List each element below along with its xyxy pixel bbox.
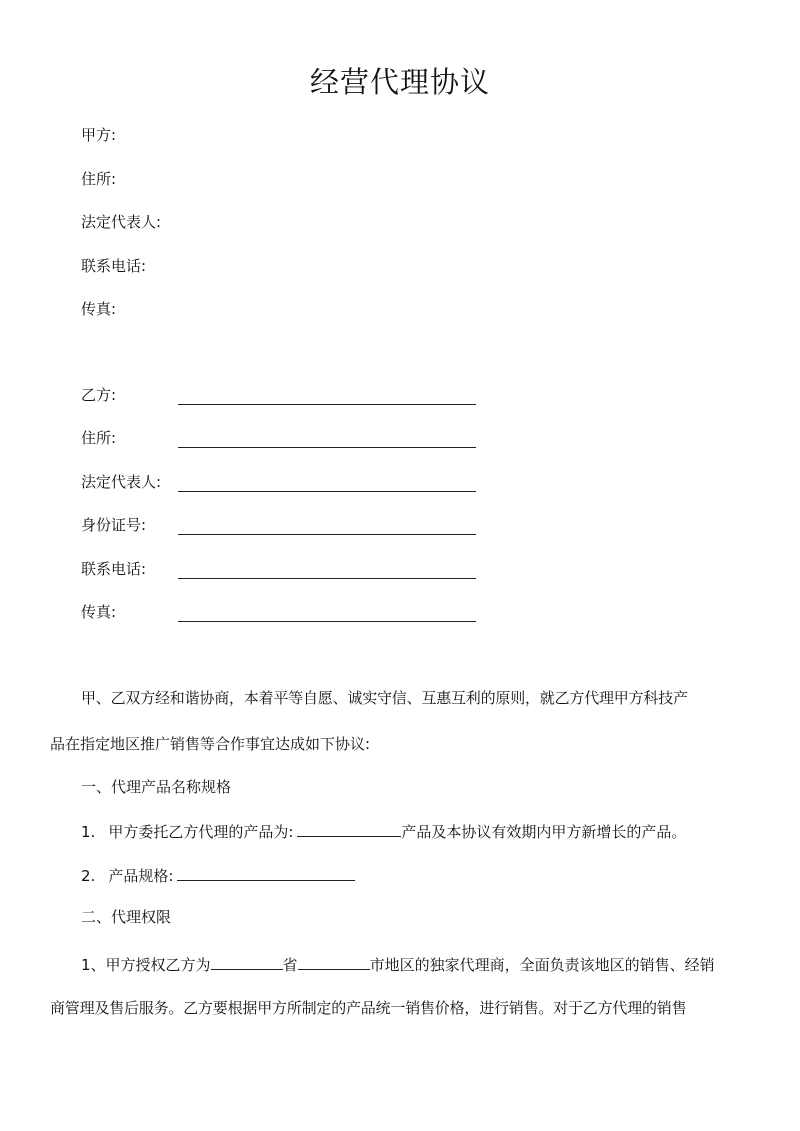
section-1-item-1: [81, 820, 686, 843]
party-b-phone-label: 联系电话:: [81, 560, 147, 578]
item-1-number: 1.: [81, 823, 96, 841]
section-2-paragraph-1: [81, 953, 715, 976]
party-b-name-label: 乙方:: [81, 386, 117, 404]
party-b-phone-field[interactable]: [178, 577, 476, 579]
party-b-id-field[interactable]: [178, 533, 476, 535]
section-1-item-2: [81, 864, 355, 887]
p1-text-post: 市地区的独家代理商，全面负责该地区的销售、经销: [369, 956, 715, 974]
province-field[interactable]: [211, 953, 283, 970]
party-a-name-label: 甲方:: [81, 126, 117, 144]
party-a-fax-label: 传真:: [81, 300, 117, 318]
party-a-address-label: 住所:: [81, 170, 117, 188]
party-b-id-label: 身份证号:: [81, 516, 147, 534]
section-2-paragraph-2: 商管理及售后服务。乙方要根据甲方所制定的产品统一销售价格，进行销售。对于乙方代理的销售: [50, 999, 687, 1017]
section-1-heading: 一、代理产品名称规格: [81, 778, 232, 796]
party-b-name-field[interactable]: [178, 403, 476, 405]
party-b-address-label: 住所:: [81, 429, 117, 447]
intro-line-1: 甲、乙双方经和谐协商，本着平等自愿、诚实守信、互惠互利的原则，就乙方代理甲方科技产: [81, 689, 688, 707]
intro-line-2: 品在指定地区推广销售等合作事宜达成如下协议:: [50, 735, 371, 753]
product-name-field[interactable]: [297, 820, 401, 837]
party-b-address-field[interactable]: [178, 446, 476, 448]
item-2-text-pre: 产品规格:: [108, 867, 174, 885]
party-a-rep-label: 法定代表人:: [81, 213, 162, 231]
product-spec-field[interactable]: [177, 864, 355, 881]
party-b-rep-label: 法定代表人:: [81, 473, 162, 491]
party-b-fax-label: 传真:: [81, 603, 117, 621]
party-b-fax-field[interactable]: [178, 620, 476, 622]
p1-text-pre: 1、甲方授权乙方为: [81, 956, 211, 974]
item-1-text-post: 产品及本协议有效期内甲方新增长的产品。: [401, 823, 687, 841]
party-a-phone-label: 联系电话:: [81, 257, 147, 275]
item-2-number: 2.: [81, 867, 96, 885]
party-b-rep-field[interactable]: [178, 490, 476, 492]
document-title: 经营代理协议: [309, 65, 490, 99]
item-1-text-pre: 甲方委托乙方代理的产品为:: [108, 823, 294, 841]
section-2-heading: 二、代理权限: [81, 908, 172, 926]
p1-text-mid: 省: [282, 956, 298, 974]
city-field[interactable]: [298, 953, 370, 970]
